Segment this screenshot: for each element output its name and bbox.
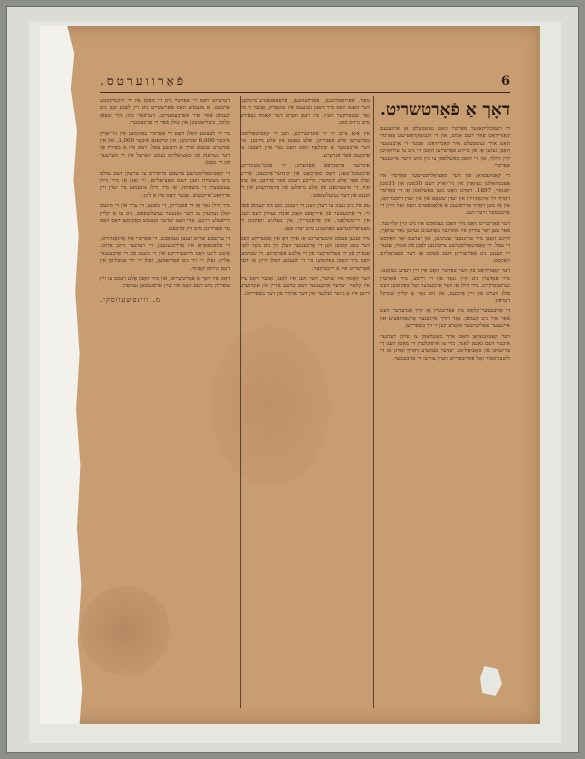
- torn-edge: [40, 26, 84, 724]
- paragraph: עס איז ניט גענוג צו רעדן וועגן די רעכט; מען מוז קעמפֿן פֿאַר זיי. די אַרבעטער פֿון אייראָפּע האָבן אונדז געוויזן דעם וועג. אין דייטשלאַנד, אין פֿראַנקרייך, אין בעלגיע וואַקסט די סאָציאַליסטישע באַוועגונג מיט יעדן טאָג.: [240, 203, 370, 232]
- column-middle: [240, 98, 370, 710]
- paragraph: אין אַזאַ צייט ווי די אונדזעריקע, ווען די קאַפּיטאַליסטן באַהערשן אַלע פֿאַבריקן, אַלע באַנען און אַלע מיינען, איז דער אַרבעטער אַ שקלאַף וואָס האָט נאָר איין רעכט: צו אַרבעטן פֿאַר אַנדערע.: [240, 130, 370, 159]
- paragraph: מיר ווילן נאָר אַז די פֿאַבריקן, די באַנען, די ערד און די מינעס זאָלן געהערן צו דער גאַנצער געזעלשאַפֿט, ניט צו אַ קליין הייפֿעלע רייכע. אַזוי וועט יעדער מענטש באַקומען דאָס וואָס ער פֿאַרדינט מיט זיין אַרבעט.: [100, 203, 230, 232]
- paragraph: די קאַפּיטאַליסטישע פּרעסע פּרובירט צו שרעקן דעם עולם מיט מעשׂיות וועגן דעם סאָציאַליזם. זיי זאָגן אַז מיר ווילן צעשטערן די משפּחה, אַז מיר ווילן צונעמען ביי יעדן זיין פּריוואַט־אייגנטום. אָבער דאָס איז אַ ליגן.: [100, 170, 230, 199]
- paragraph: די אַרבעטער־קלאַס מוז פֿאַרשטיין אַז קיין אַנדערער וועט פֿאַר איר ניט קעמפֿן. נאָר דורך אייגענער אָרגאַניזאַציע און אייגענער פּאָליטישער אַקציע קען זי זיך באַפֿרייען.: [380, 308, 510, 330]
- paragraph: ביי די לעצטע וואַלן האָט די פּאַרטיי באַקומען אין ניו־יאָרק איבער 6,000 שטימען, אין שיקאַגאָ איבער 3,000, און אין אַנדערע שטעט אויך אַ היבשע צאָל. דאָס איז אַ באַווייז אַז דער געדאַנק פֿון סאָציאַליזם נעמט וואָרצל אין די הערצער פֿון די מאַסן.: [100, 130, 230, 167]
- column-right: [380, 98, 510, 710]
- paragraph: דערציונג וואָס די פּאַרטיי גיט די מאַסן איז די וויכטיקסטע אַרבעט. אַ מענטש וואָס פֿאַרשטייט ניט זיין לאַגע קען ניט קעמפֿן פֿאַר איר פֿאַרבעסערונג. דערפֿאַר מוזן מיר שאַפֿן קלובן, ביבליאָטעקן און שולן פֿאַר די אַרבעטער.: [100, 98, 230, 127]
- paragraph: דאָס איז דאָך אַ פֿאָרטשריט, און מיר האָבן אַלע רעכט צו זיין צופֿרידן מיט דעם וואָס איז שוין אויפֿגעטאָן געוואָרן.: [100, 275, 230, 290]
- newspaper-page: [40, 26, 540, 724]
- page-header: [100, 72, 510, 90]
- paragraph: דער קאָנווענציאָן האָט אויך באַשלאָסן צו שיקן רעדנער איבער דעם גאַנצן לאַנד, כדי צו אויפֿקלערן די מאַסן וועגן די פּרינציפּן פֿון סאָציאַליזם. יעדער סעקציע דאַרף זאָרגן אַז די ליטעראַטור זאָל פֿאַרשפּרייט ווערן צווישן די אַרבעטער.: [380, 333, 510, 362]
- paragraph: אונדזער פּראָגראַם פֿאָדערט: די אַכט־שטונדיקע אַרבעטס־טאָג; דאָס פֿאַרבאָט פֿון קינדער־אַרבעט; פֿרייע שולן פֿאַר אַלע קינדער; גלייכע רעכט פֿאַר פֿרויען; און צום סוף, די איבערגאַנג פֿון אַלע מיטלען פֿון פּראָדוקציע אין די הענט פֿון דער געזעלשאַפֿט.: [240, 163, 370, 199]
- paragraph: די קאָנווענציאָן פֿון דער סאָציאַליסטישער פּאַרטיי איז אָפּגעהאַלטן געוואָרן אין ניו־יאָרק דעם 30סטן און 31סטן יאַנואַר, 1897. דאָרט האָט מען באַשלאָסן אַז די פּאַרטיי דאַרף זיך אָרגאַניזירן אין יעדן שטאָט און אין יעדן דיסטריקט, און אַז מען דאַרף אַרויסגעבן אַ פּלאַטפֿאָרם וואָס זאָל ווייזן די אַרבעטער זייער וועג.: [380, 173, 510, 217]
- paragraph: דער קאַנדידאַט פֿון דער פּאַרטיי האָט אין זיין רעדע געזאָגט: מיר פֿאָדערן ניט קיין גנאָד פֿון די רייכע, מיר פֿאָדערן גערעכטיקייט. מיר ווילן אַז דער אַרבעטער זאָל באַקומען דעם פֿולן ווערט פֿון זיין אַרבעט, און ניט נאָר אַ קליין שטיקל דערפֿון.: [380, 268, 510, 304]
- page-number: 6: [500, 73, 510, 89]
- paragraph: דער קאַמף איז שווער, דער וועג איז לאַנג, אָבער דאָס ציל איז קלאָר. יעדער אַרבעטער וואָס טרעט אַריין אין אונדזערע רייען איז אַ נייער זעלנער אין דער אַרמיי פֿון דער באַפֿרייונג.: [240, 275, 370, 297]
- paragraph: דער פֿאָרשריט וואָס מיר האָבן געמאַכט איז ניט קיין קליינער. פֿאַר צען יאָר צוריק איז אונדזער באַוועגונג געווען גאָר שוואַך; היינט האָבן מיר טויזנטער שטימען, און יעדעס יאָר וואַקסט די צאָל. די קאַפּיטאַליסטישע צייטונגען לאַכן פֿון אונדז, אָבער זיי קענען ניט פֿאַרשווייגן דעם פֿאַקט אַז דער סאָציאַליזם וואַקסט.: [380, 220, 510, 264]
- column-left: [100, 98, 230, 710]
- paragraph: מיר זענען פֿעסט איבערצייגט אַז אויך דאָ אין אַמעריקע וועט דער טאָג קומען ווען די אַרבעטער וועלן זיך ניט מער לאָזן אָנפֿירן פֿון די פּאָליטיקער פֿון די אַלטע פּאַרטייען. די שטימען וואָס מיר האָבן באַקומען ביי די לעצטע וואַלן ווייזן אַז דער פֿאָרשריט איז אַ ריכטיקער.: [240, 235, 370, 272]
- paragraph: מאַל, פֿאַרזאַמלונגען, פֿאַרלעזונגען, פֿראָפּאַגאַנדע־מיטלען. דער האַנט וואָס מיר האָבן געזעצט איז שטאַרק, אָבער זי מוז נאָך שטאַרקער ווערן. ביז דעם ווערט דער קאַמף געפֿירט מיט גרויס מוט.: [240, 98, 370, 127]
- running-title: פֿאַרווערטס.: [100, 73, 187, 88]
- paragraph: די ערשטע שריט זענען געמאַכט. די פּאַרטיי איז אָרגאַניזירט, די פּלאַטפֿאָרם איז אַרויסגעגעבן, די רעדנער גייען אַרום. איצט ליגט דאָס ווייטערדיקע אין די הענט פֿון די אַרבעטער אַליין. זאָלן זיי זיך ניט פֿאַרזאַמען, זאָלן זיי זיך אָנשליסן אין דעם גרויסן קאַמף.: [100, 235, 230, 272]
- paragraph: די רעפּובליקאַנער פּאַרטיי האָט געשטעלט אַן אייגענעם קאַנדידאַט פֿאַר דעם אַמט, און די דעמאָקראַטישע פּאַרטיי האָט אויך געשטעלט איר קאַנדידאַט. אָבער די אַרבעטער האָבן געזען אַז פֿון ביידע פּאַרטייען האָבן זיי ניט צו ערוואַרטן קיין הילף, און זיי האָבן באַשלאָסן צו גיין מיט זייער אייגענער פּאַרטיי.: [380, 126, 510, 170]
- header-rule: [100, 92, 510, 93]
- author-signature: מ. ווינטשעווסקי.: [100, 295, 161, 304]
- article-columns: [100, 98, 510, 710]
- article-title: דאָך אַ פֿאָרטשריט.: [380, 100, 510, 120]
